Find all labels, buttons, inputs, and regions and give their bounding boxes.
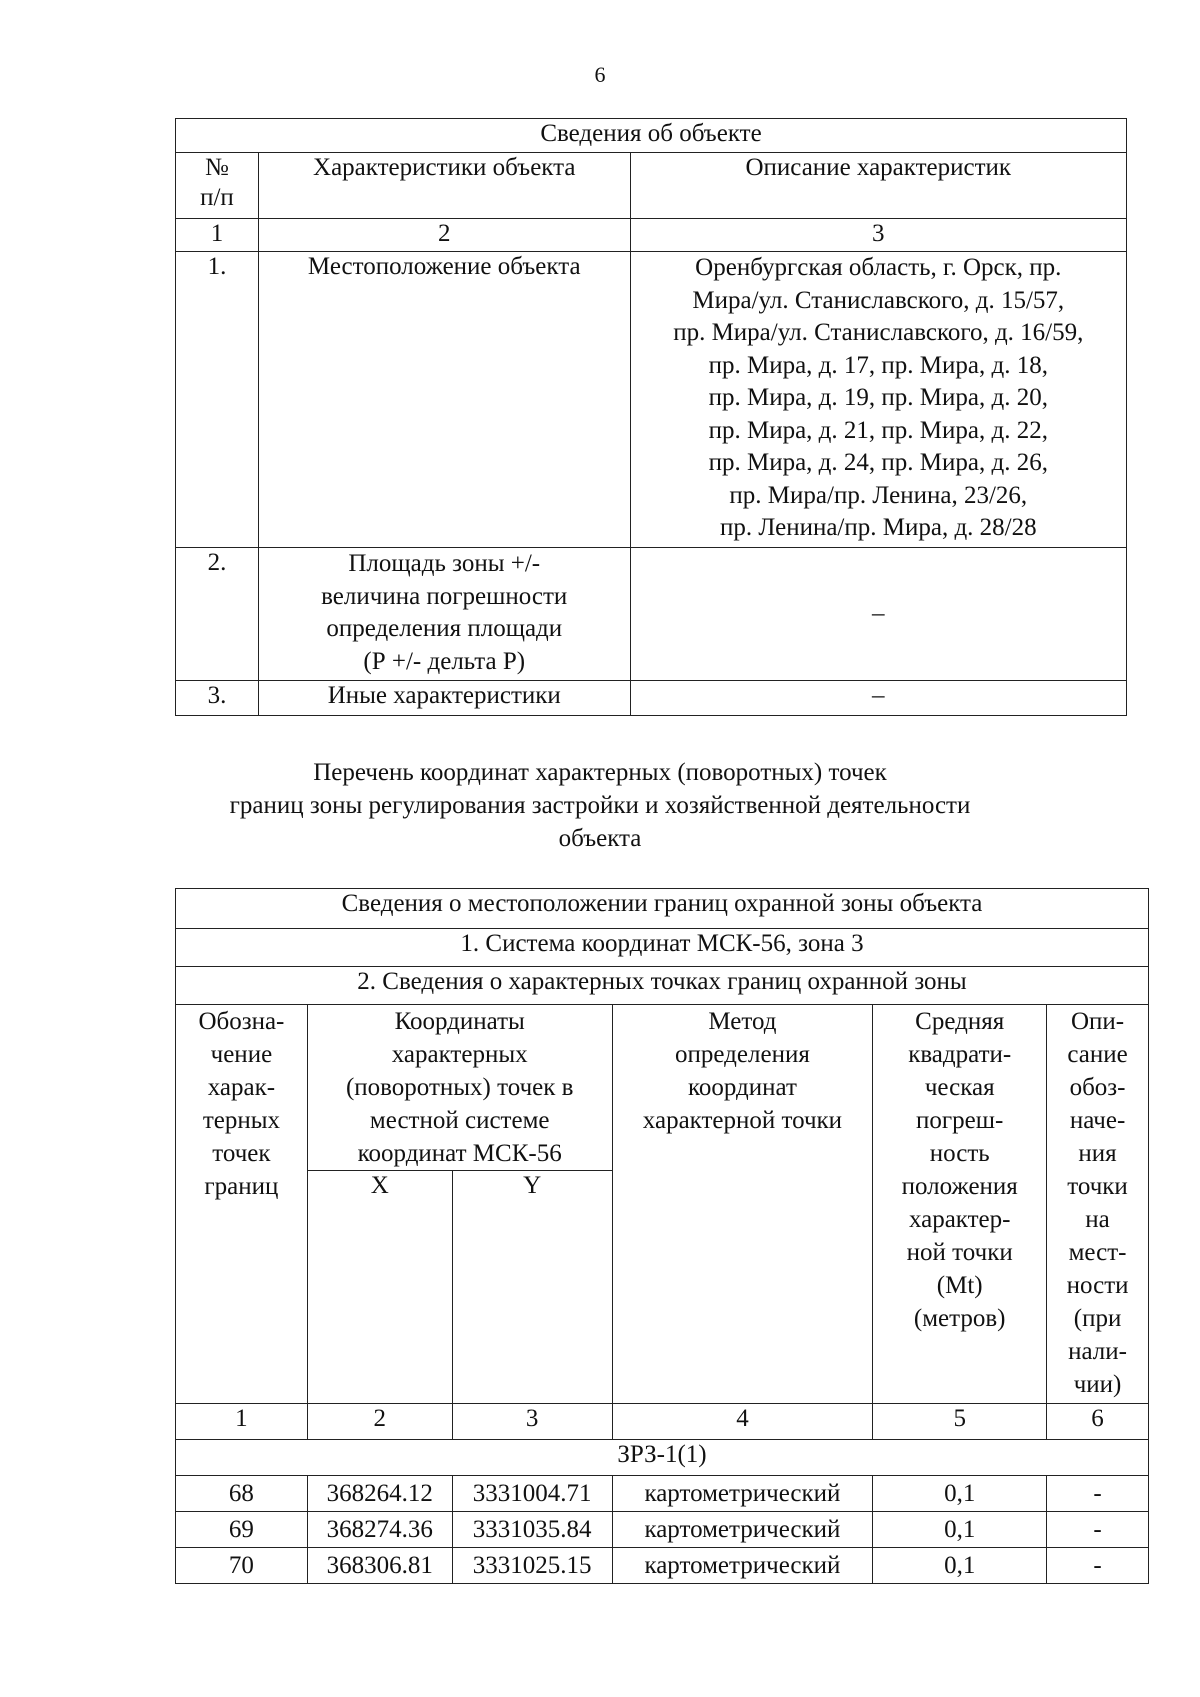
row-num: 1. <box>176 252 259 548</box>
row-description: Оренбургская область, г. Орск, пр. Мира/ул. Станиславского, д. 15/57, пр. Мира/ул. Станиславского, д. 16/59, пр. Мира, д. 17, пр. Мира, д. 18, пр. Мира, д. 19, пр. Мира, д. 20, пр. Мира, д. 21, пр. Мира, д. 22, пр. Мира, д. 24, пр. Мира, д. 26, пр. Мира/пр. Ленина, 23/26, пр. Ленина/пр. Мира, д. 28/28 <box>630 252 1126 548</box>
x-value: 368264.12 <box>307 1476 452 1512</box>
row-characteristic: Иные характеристики <box>258 681 630 716</box>
object-table-title: Сведения об объекте <box>176 119 1127 153</box>
y-value: 3331004.71 <box>452 1476 612 1512</box>
header-description: Опи- сание обоз- наче- ния точки на мест- ности (при нали- чии) <box>1047 1005 1149 1404</box>
col-number: 6 <box>1047 1404 1149 1440</box>
x-value: 368306.81 <box>307 1548 452 1584</box>
coords-table-title: Сведения о местоположении границ охранной зоны объекта <box>176 889 1149 929</box>
header-characteristic: Характеристики объекта <box>258 153 630 219</box>
row-characteristic: Местоположение объекта <box>258 252 630 548</box>
header-x: X <box>307 1171 452 1404</box>
col-number: 3 <box>452 1404 612 1440</box>
col-number: 3 <box>630 219 1126 252</box>
header-description: Описание характеристик <box>630 153 1126 219</box>
zone-label: ЗРЗ-1(1) <box>176 1440 1149 1476</box>
header-error: Средняя квадрати- ческая погреш- ность положения характер- ной точки (Mt) (метров) <box>873 1005 1047 1404</box>
row-description: – <box>630 548 1126 681</box>
row-num: 3. <box>176 681 259 716</box>
header-num: № п/п <box>176 153 259 219</box>
error-value: 0,1 <box>873 1476 1047 1512</box>
header-coordinates: Координаты характерных (поворотных) точек в местной системе координат МСК-56 <box>307 1005 612 1171</box>
desc-value: - <box>1047 1512 1149 1548</box>
heading-line: объекта <box>558 825 642 852</box>
col-number: 5 <box>873 1404 1047 1440</box>
col-number: 1 <box>176 219 259 252</box>
y-value: 3331035.84 <box>452 1512 612 1548</box>
row-num: 2. <box>176 548 259 681</box>
col-number: 4 <box>612 1404 873 1440</box>
col-number: 2 <box>258 219 630 252</box>
coordinates-heading <box>0 756 1200 855</box>
point-id: 69 <box>176 1512 308 1548</box>
coordinates-table <box>175 888 1149 1584</box>
row-description: – <box>630 681 1126 716</box>
method-value: картометрический <box>612 1476 873 1512</box>
error-value: 0,1 <box>873 1512 1047 1548</box>
table-row <box>176 1476 1149 1512</box>
col-number: 2 <box>307 1404 452 1440</box>
object-info-table <box>175 118 1127 716</box>
method-value: картометрический <box>612 1512 873 1548</box>
point-id: 70 <box>176 1548 308 1584</box>
desc-value: - <box>1047 1548 1149 1584</box>
x-value: 368274.36 <box>307 1512 452 1548</box>
error-value: 0,1 <box>873 1548 1047 1584</box>
coords-table-subtitle: 2. Сведения о характерных точках границ охранной зоны <box>176 967 1149 1005</box>
row-characteristic: Площадь зоны +/- величина погрешности определения площади (Р +/- дельта Р) <box>258 548 630 681</box>
method-value: картометрический <box>612 1548 873 1584</box>
point-id: 68 <box>176 1476 308 1512</box>
y-value: 3331025.15 <box>452 1548 612 1584</box>
heading-line: границ зоны регулирования застройки и хозяйственной деятельности <box>229 792 971 819</box>
header-designation: Обозна- чение харак- терных точек границ <box>176 1005 308 1404</box>
table-row <box>176 1548 1149 1584</box>
coordinate-system: 1. Система координат МСК-56, зона 3 <box>176 929 1149 967</box>
header-y: Y <box>452 1171 612 1404</box>
table-row <box>176 1512 1149 1548</box>
col-number: 1 <box>176 1404 308 1440</box>
desc-value: - <box>1047 1476 1149 1512</box>
page-number: 6 <box>594 62 606 87</box>
header-method: Метод определения координат характерной точки <box>612 1005 873 1404</box>
heading-line: Перечень координат характерных (поворотных) точек <box>313 759 887 786</box>
